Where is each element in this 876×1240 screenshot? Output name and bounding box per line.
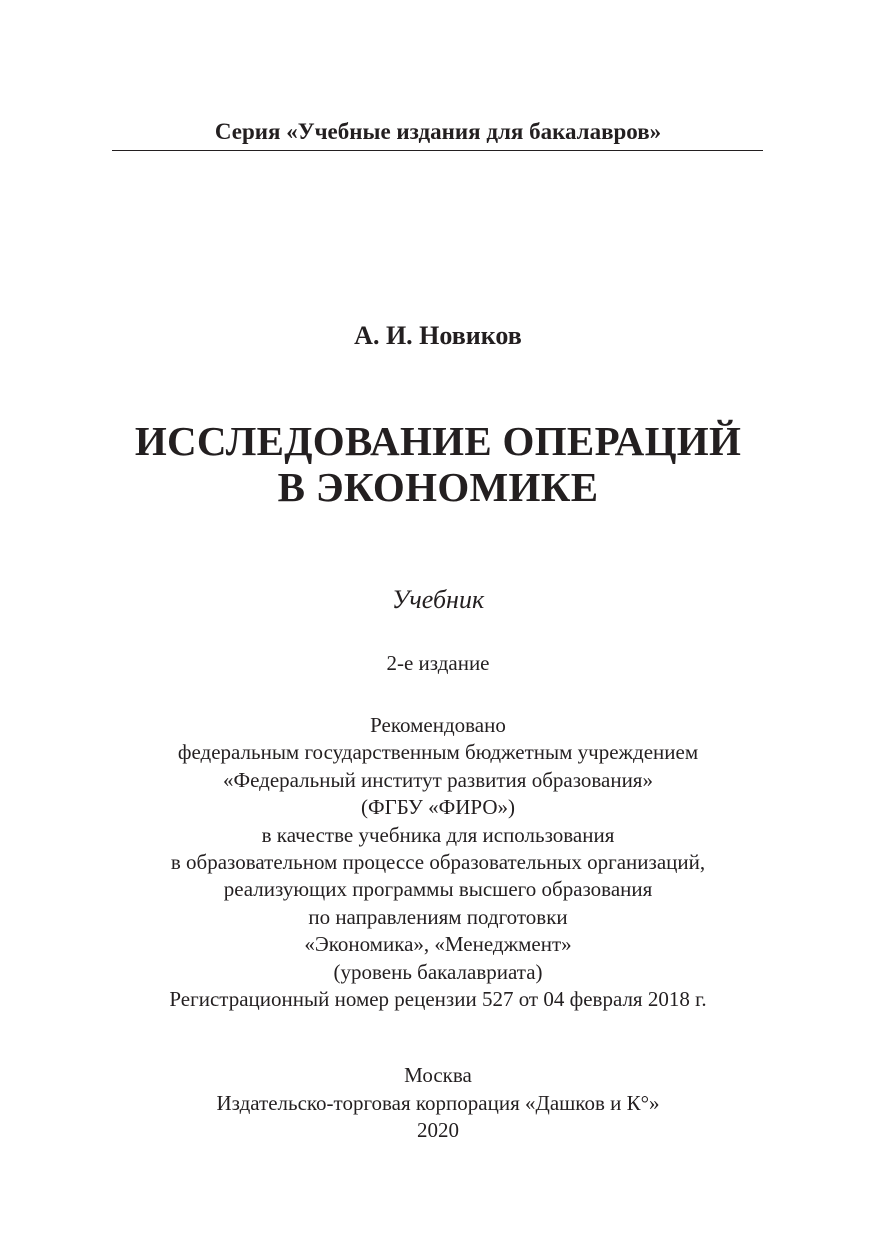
recommendation-line: Рекомендовано xyxy=(370,713,506,737)
recommendation-line: «Экономика», «Менеджмент» xyxy=(304,932,572,957)
book-title-line: ИССЛЕДОВАНИЕ ОПЕРАЦИЙ xyxy=(134,418,742,464)
book-title xyxy=(0,418,876,510)
imprint-city: Москва xyxy=(404,1063,472,1087)
recommendation-line: в качестве учебника для использования xyxy=(261,822,615,847)
imprint-year: 2020 xyxy=(417,1118,459,1142)
recommendation-line: реализующих программы высшего образования xyxy=(223,877,653,902)
recommendation-block xyxy=(0,712,876,1013)
recommendation-line: (уровень бакалавриата) xyxy=(333,959,543,984)
book-subtitle: Учебник xyxy=(391,585,485,614)
recommendation-line: (ФГБУ «ФИРО») xyxy=(360,795,515,820)
book-title-line: В ЭКОНОМИКЕ xyxy=(277,464,599,510)
edition-label: 2-е издание xyxy=(386,651,490,675)
author-name: А. И. Новиков xyxy=(354,321,522,350)
series-divider xyxy=(112,150,763,151)
recommendation-line: по направлениям подготовки xyxy=(308,904,568,929)
imprint-block xyxy=(0,1062,876,1145)
recommendation-line: федеральным государственным бюджетным учреждением xyxy=(177,740,699,765)
recommendation-line: «Федеральный институт развития образования» xyxy=(223,767,653,792)
recommendation-line: Регистрационный номер рецензии 527 от 04 февраля 2018 г. xyxy=(169,986,707,1011)
recommendation-line: в образовательном процессе образовательных организаций, xyxy=(170,849,706,874)
imprint-publisher: Издательско-торговая корпорация «Дашков и К°» xyxy=(216,1090,660,1115)
series-title: Серия «Учебные издания для бакалавров» xyxy=(214,119,662,144)
